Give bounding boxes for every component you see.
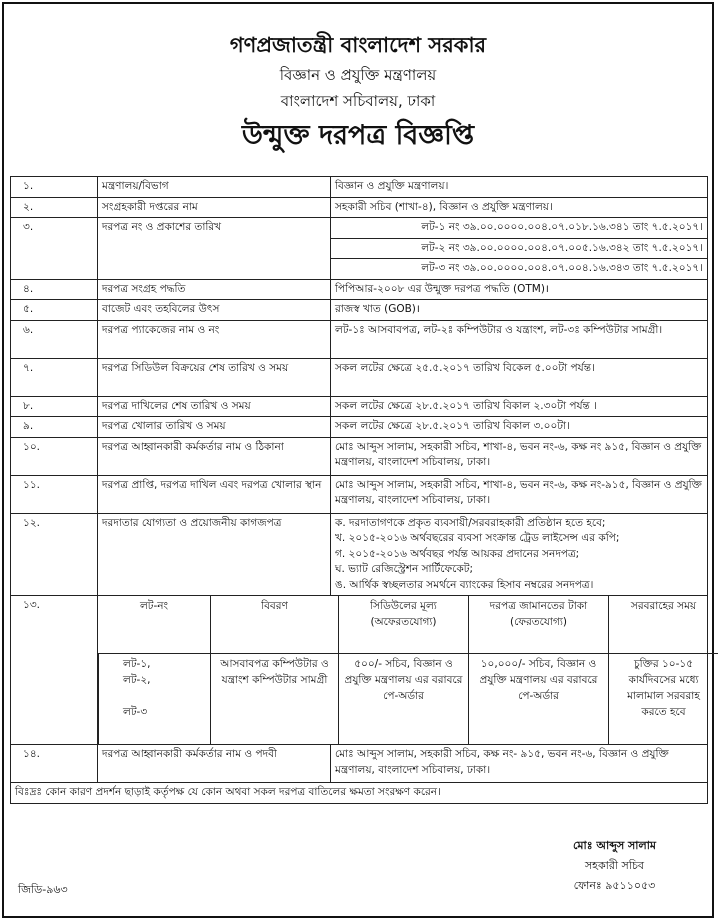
table-row: [11, 396, 708, 417]
row-number: ৪.: [11, 279, 98, 300]
table-row: [11, 745, 708, 783]
table-row: [11, 177, 708, 198]
row-number: ১০.: [11, 437, 98, 475]
lots-delivery: চুক্তির ১০-১৫ কার্যদিবসের মধ্যে মালামাল সরবরাহ করতে হবে: [608, 654, 718, 744]
gd-number: জিডি-৯৬৩: [18, 883, 68, 896]
table-row: [11, 417, 708, 438]
signatory-designation: সহকারী সচিব: [584, 859, 645, 872]
row-number: ১.: [11, 177, 98, 198]
row-label: দরদাতার যোগ্যতা ও প্রয়োজনীয় কাগজপত্র: [98, 513, 331, 596]
lots-description: আসবাবপত্র কম্পিউটার ও যন্ত্রাংশ কম্পিউটার সামগ্রী: [210, 654, 338, 744]
row-label: দরপত্র আহ্বানকারী কর্মকর্তার নাম ও পদবী: [98, 745, 331, 783]
lots-schedule-price: ৫০০/- সচিব, বিজ্ঞান ও প্রযুক্তি মন্ত্রণালয় এর বরাবরে পে-অর্ডার: [338, 654, 468, 744]
table-row: [11, 513, 708, 596]
table-row: [11, 358, 708, 396]
lot-number: লট-৩: [123, 706, 148, 718]
row-number: ১২.: [11, 513, 98, 596]
table-row: [11, 197, 708, 218]
notice-text: বিঃদ্রঃ কোন কারণ প্রদর্শন ছাড়াই কর্তৃপক্ষ যে কোন অথবা সকল দরপত্র বাতিলের ক্ষমতা সংরক্ষণ করেন।: [11, 783, 708, 804]
row-value: রাজস্ব খাত (GOB)।: [331, 300, 708, 321]
lots-row: [11, 596, 708, 745]
notice-row: [11, 783, 708, 804]
tender-notice-page: [2, 2, 714, 918]
signatory-phone: ফোনঃ ৯৫১১০৫৩: [573, 879, 656, 892]
lots-security: ১০,০০০/- সচিব, বিজ্ঞান ও প্রযুক্তি মন্ত্রণালয় এর বরাবরে পে-অর্ডার: [468, 654, 608, 744]
table-row: [11, 320, 708, 358]
row-label: দরপত্র খোলার তারিখ ও সময়: [98, 417, 331, 438]
row-value: মোঃ আব্দুস সালাম, সহকারী সচিব, শাখা-৪, ভবন নং-৬, কক্ষ নং ৯১৫, বিজ্ঞান ও প্রযুক্তি মন্ত্রণালয়, বাংলাদেশ সচিবালয়, ঢাকা।: [331, 437, 708, 475]
row-number: ১৩.: [11, 596, 98, 745]
lots-table: [98, 596, 708, 745]
row-number: ১১.: [11, 475, 98, 513]
qualification-item: গ. ২০১৫-২০১৬ অর্থবছর পর্যন্ত আয়কর প্রদানের সনদপত্র;: [335, 547, 580, 560]
row-value: মোঃ আব্দুস সালাম, সহকারী সচিব, কক্ষ নং- ৯১৫, ভবন নং-৬, বিজ্ঞান ও প্রযুক্তি মন্ত্রণালয়, বাংলাদেশ সচিবালয়, ঢাকা।: [331, 745, 708, 783]
row-label: দরপত্র আহ্বানকারী কর্মকর্তার নাম ও ঠিকানা: [98, 437, 331, 475]
lots-numbers: [98, 654, 210, 744]
row-number: ৩.: [11, 218, 98, 280]
page-title: উন্মুক্ত দরপত্র বিজ্ঞপ্তি: [241, 120, 475, 151]
qualification-item: ক. দরদাতাগণকে প্রকৃত ব্যবসায়ী/সরবরাহকারী প্রতিষ্ঠান হতে হবে;: [335, 516, 606, 529]
lots-header-description: বিবরণ: [210, 596, 338, 654]
row-value: বিজ্ঞান ও প্রযুক্তি মন্ত্রণালয়।: [331, 177, 708, 198]
qualification-item: ঙ. আর্থিক স্বচ্ছলতার সমর্থনে ব্যাংকের হিসাব নম্বরের সনদপত্র।: [335, 578, 594, 591]
row-number: ৯.: [11, 417, 98, 438]
lots-header-security: দরপত্র জামানতের টাকা (ফেরতযোগ্য): [468, 596, 608, 654]
row-value: সকল লটের ক্ষেত্রে ২৫.৫.২০১৭ তারিখ বিকেল ৫.০০টা পর্যন্ত।: [331, 358, 708, 396]
row-label: দরপত্র সংগ্রহ পদ্ধতি: [98, 279, 331, 300]
row-number: ৫.: [11, 300, 98, 321]
ministry-name: বিজ্ঞান ও প্রযুক্তি মন্ত্রণালয়: [279, 66, 437, 84]
qualification-item: খ. ২০১৫-২০১৬ অর্থবছরের ব্যবসা সংক্রান্ত ট্রেড লাইসেন্স এর কপি;: [335, 532, 620, 544]
row-value: সহকারী সচিব (শাখা-৪), বিজ্ঞান ও প্রযুক্তি মন্ত্রণালয়।: [331, 197, 708, 218]
row-number: ৬.: [11, 320, 98, 358]
qualification-item: ঘ. ভ্যাট রেজিস্ট্রেশন সার্টিফেকেট;: [335, 563, 473, 575]
lot-number: লট-২,: [123, 674, 151, 686]
row-number: ২.: [11, 197, 98, 218]
lots-header-lot-no: লট-নং: [98, 596, 210, 654]
row-value: সকল লটের ক্ষেত্রে ২৮.৫.২০১৭ তারিখ বিকাল ২.৩০টা পর্যন্ত ।: [331, 396, 708, 417]
tender-numbers: [331, 218, 708, 280]
table-row: [11, 300, 708, 321]
row-label: দরপত্র নং ও প্রকাশের তারিখ: [98, 218, 331, 280]
row-label: দরপত্র দাখিলের শেষ তারিখ ও সময়: [98, 396, 331, 417]
lots-header-schedule-price: সিডিউলের মূল্য (অফেরতযোগ্য): [338, 596, 468, 654]
signature-block: [573, 836, 656, 896]
row-value: পিপিআর-২০০৮ এর উন্মুক্ত দরপত্র পদ্ধতি (OTM)।: [331, 279, 708, 300]
row-value: সকল লটের ক্ষেত্রে ২৮.৫.২০১৭ তারিখ বিকাল ৩.০০টা।: [331, 417, 708, 438]
tender-number-lot3: লট-৩ নং ৩৯.০০.০০০০.০০৪.০৭.০০৪.১৬.৩৪৩ তাং ৭.৫.২০১৭।: [331, 258, 707, 277]
row-label: মন্ত্রণালয়/বিভাগ: [98, 177, 331, 198]
row-number: ৮.: [11, 396, 98, 417]
table-row: [11, 437, 708, 475]
table-row: [11, 218, 708, 280]
row-label: দরপত্র প্রাপ্তি, দরপত্র দাখিল এবং দরপত্র খোলার স্থান: [98, 475, 331, 513]
row-value: মোঃ আব্দুস সালাম, সহকারী সচিব, শাখা-৪, ভবন নং-৬, কক্ষ নং-৯১৫, বিজ্ঞান ও প্রযুক্তি মন্ত্রণালয়, বাংলাদেশ সচিবালয়, ঢাকা।: [331, 475, 708, 513]
lot-number: লট-১,: [123, 658, 151, 670]
government-name: গণপ্রজাতন্ত্রী বাংলাদেশ সরকার: [229, 33, 487, 57]
row-label: সংগ্রহকারী দপ্তরের নাম: [98, 197, 331, 218]
lots-header-delivery: সরবরাহের সময়: [608, 596, 718, 654]
tender-number-lot2: লট-২ নং ৩৯.০০.০০০০.০০৪.০৭.০০৫.১৬.৩৪২ তাং ৭.৫.২০১৭।: [331, 238, 707, 257]
qualification-list: [331, 513, 708, 596]
row-number: ১৪.: [11, 745, 98, 783]
header: [4, 30, 712, 154]
row-label: দরপত্র প্যাকেজের নাম ও নং: [98, 320, 331, 358]
row-number: ৭.: [11, 358, 98, 396]
row-label: বাজেট এবং তহবিলের উৎস: [98, 300, 331, 321]
signatory-name: মোঃ আব্দুস সালাম: [572, 839, 656, 852]
secretariat-name: বাংলাদেশ সচিবালয়, ঢাকা: [280, 92, 436, 110]
row-value: লট-১ঃ আসবাবপত্র, লট-২ঃ কম্পিউটার ও যন্ত্রাংশ, লট-৩ঃ কম্পিউটার সামগ্রী।: [331, 320, 708, 358]
tender-number-lot1: লট-১ নং ৩৯.০০.০০০০.০০৪.০৭.০১৮.১৬.৩৪১ তাং ৭.৫.২০১৭।: [421, 221, 703, 233]
tender-table: [10, 176, 708, 804]
table-row: [11, 279, 708, 300]
table-row: [11, 475, 708, 513]
row-label: দরপত্র সিডিউল বিক্রয়ের শেষ তারিখ ও সময়: [98, 358, 331, 396]
